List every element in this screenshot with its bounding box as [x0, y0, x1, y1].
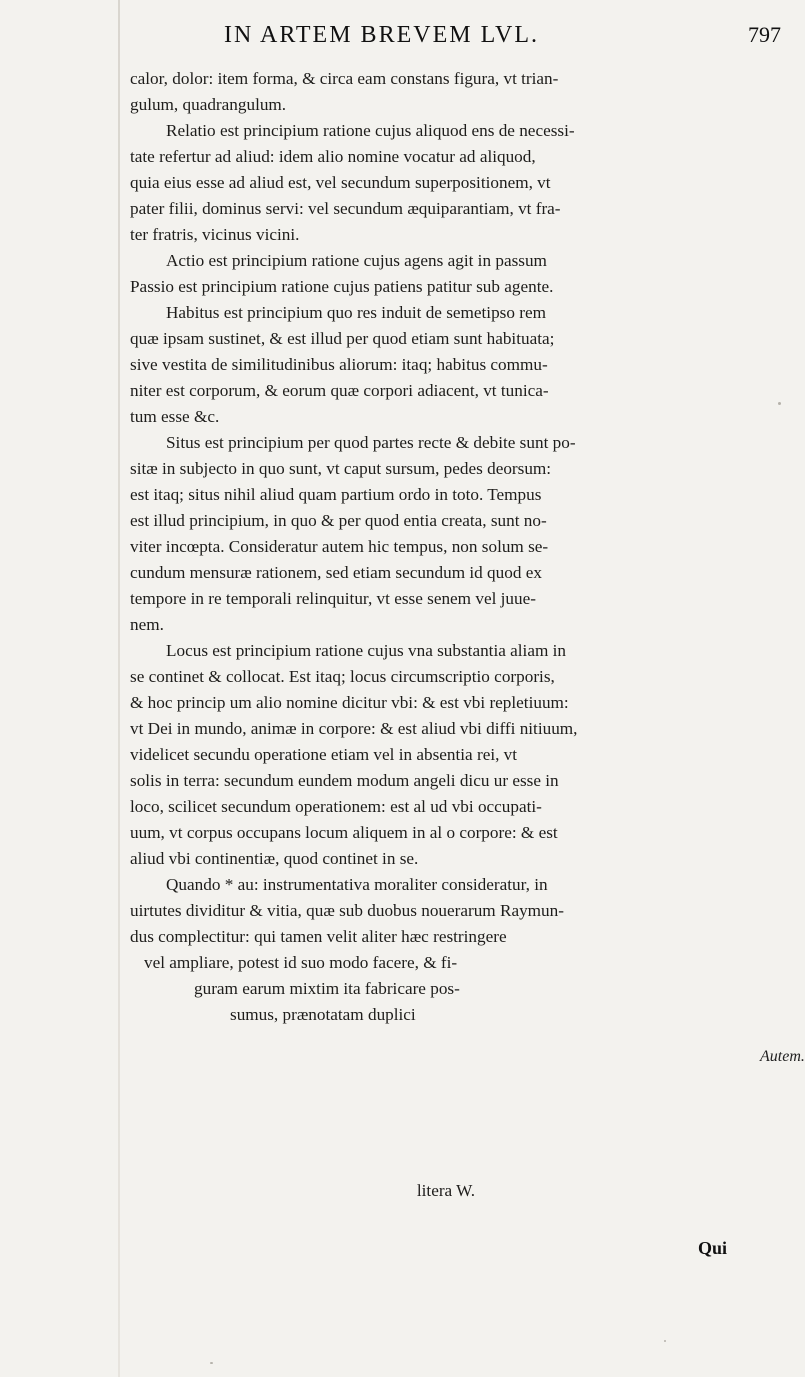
text-line: cundum mensuræ rationem, sed etiam secundum id quod ex [130, 563, 542, 582]
text-line: gulum, quadrangulum. [130, 95, 287, 114]
paper-speck [664, 1340, 666, 1342]
paragraph-actio-passio [130, 248, 760, 300]
text-line: quæ ipsam sustinet, & est illud per quod etiam sunt habituata; [130, 329, 555, 348]
text-line: ter fratris, vicinus vicini. [130, 225, 300, 244]
text-line: sitæ in subjecto in quo sunt, vt caput sursum, pedes deorsum: [130, 459, 552, 478]
text-line: tate refertur ad aliud: idem alio nomine vocatur ad aliquod, [130, 147, 536, 166]
text-line: Passio est principium ratione cujus patiens patitur sub agente. [130, 277, 554, 296]
paragraph-situs-tempus [130, 430, 760, 638]
text-line: videlicet secundu operatione etiam vel in absentia rei, vt [130, 745, 518, 764]
text-line: Quando * au: instrumentativa moraliter consideratur, in [166, 875, 548, 894]
text-line: pater filii, dominus servi: vel secundum æquiparantiam, vt fra- [130, 199, 561, 218]
text-line: calor, dolor: item forma, & circa eam constans figura, vt trian- [130, 69, 559, 88]
text-line: guram earum mixtim ita fabricare pos- [194, 979, 460, 998]
page-binding-edge [118, 0, 120, 1377]
text-line: solis in terra: secundum eundem modum angeli dicu ur esse in [130, 771, 559, 790]
text-line: viter incœpta. Consideratur autem hic tempus, non solum se- [130, 537, 549, 556]
text-line: sive vestita de similitudinibus aliorum: itaq; habitus commu- [130, 355, 548, 374]
text-line: dus complectitur: qui tamen velit aliter hæc restringere [130, 927, 507, 946]
paragraph-quando [130, 872, 760, 1028]
text-line: quia eius esse ad aliud est, vel secundum superpositionem, vt [130, 173, 551, 192]
paragraph-relatio [130, 118, 760, 248]
text-line: tempore in re temporali relinquitur, vt esse senem vel juue- [130, 589, 536, 608]
running-head-title: IN ARTEM BREVEM LVL. [224, 22, 540, 48]
text-line: Actio est principium ratione cujus agens agit in passum [166, 251, 547, 270]
text-line: nem. [130, 615, 164, 634]
paragraph-qualitas-end [130, 66, 760, 118]
page-number: 797 [748, 22, 781, 47]
text-line: & hoc princip um alio nomine dicitur vbi: & est vbi repletiuum: [130, 693, 569, 712]
text-line: vel ampliare, potest id suo modo facere, & fi- [144, 953, 458, 972]
text-line: se continet & collocat. Est itaq; locus circumscriptio corporis, [130, 667, 555, 686]
text-line: aliud vbi continentiæ, quod continet in se. [130, 849, 419, 868]
text-line: uum, vt corpus occupans locum aliquem in al o corpore: & est [130, 823, 558, 842]
paragraph-habitus [130, 300, 760, 430]
running-head [0, 18, 800, 58]
closing-line: litera W. [416, 1181, 476, 1200]
paragraph-locus [130, 638, 760, 872]
text-line: sumus, prænotatam duplici [230, 1005, 416, 1024]
paper-speck [210, 1362, 213, 1364]
text-line: uirtutes dividitur & vitia, quæ sub duobus nouerarum Raymun- [130, 901, 564, 920]
paper-speck [778, 402, 781, 405]
text-line: loco, scilicet secundum operationem: est al ud vbi occupati- [130, 797, 542, 816]
text-line: Situs est principium per quod partes recte & debite sunt po- [166, 433, 576, 452]
text-line: est illud principium, in quo & per quod entia creata, sunt no- [130, 511, 547, 530]
margin-note: Autem. [760, 1048, 805, 1065]
text-line: Locus est principium ratione cujus vna substantia aliam in [166, 641, 566, 660]
body-text [130, 66, 760, 1028]
text-line: tum esse &c. [130, 407, 220, 426]
text-line: niter est corporum, & eorum quæ corpori adiacent, vt tunica- [130, 381, 549, 400]
text-line: vt Dei in mundo, animæ in corpore: & est aliud vbi diffi nitiuum, [130, 719, 578, 738]
text-line: est itaq; situs nihil aliud quam partium ordo in toto. Tempus [130, 485, 542, 504]
catchword: Qui [698, 1238, 728, 1258]
text-line: Relatio est principium ratione cujus aliquod ens de necessi- [166, 121, 575, 140]
text-line: Habitus est principium quo res induit de semetipso rem [166, 303, 546, 322]
